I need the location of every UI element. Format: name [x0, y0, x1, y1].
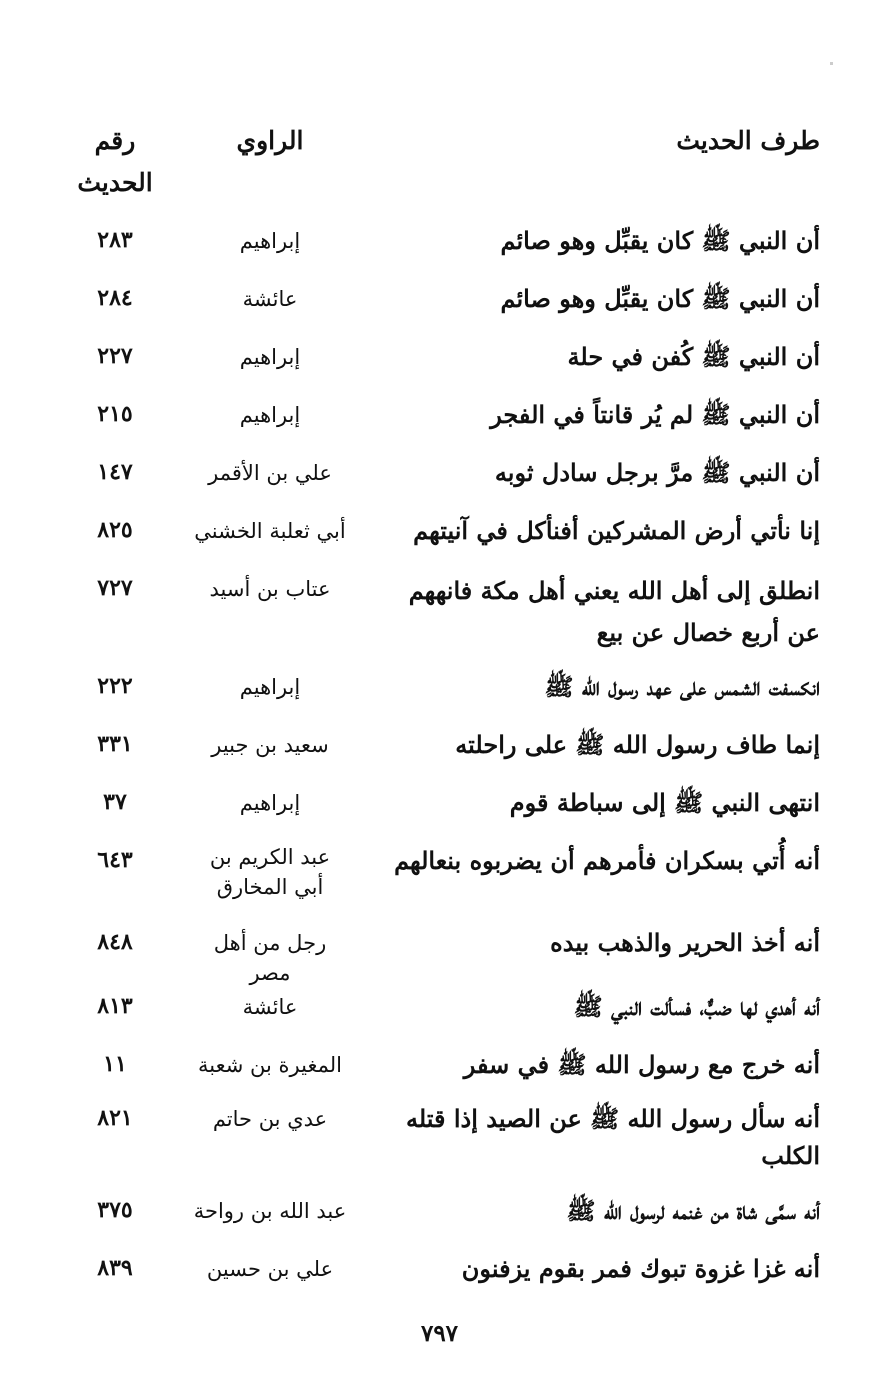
table-header	[60, 120, 820, 210]
rawi-cell: إبراهيم	[239, 791, 301, 815]
number-cell: ٣٣١	[97, 731, 133, 757]
hadith-cell: إنما طاف رسول الله ﷺ على راحلته	[455, 730, 820, 759]
hadith-cell: انكسفت الشمس على عهد رسول الله ﷺ	[544, 672, 820, 701]
rawi-cell: إبراهيم	[239, 675, 301, 699]
number-cell: ٨١٣	[97, 993, 133, 1019]
header-rawi: الراوي	[236, 126, 304, 155]
table-row	[60, 842, 820, 924]
number-cell: ١٤٧	[97, 459, 133, 485]
hadith-cell: أن النبي ﷺ كُفن في حلة	[567, 342, 820, 371]
table-row	[60, 988, 820, 1046]
table-row	[60, 668, 820, 726]
hadith-cell: إنا نأتي أرض المشركين أفنأكل في آنيتهم	[413, 516, 820, 545]
hadith-cell: أن النبي ﷺ لم يُر قانتاً في الفجر	[490, 400, 820, 429]
rawi-cell: عتاب بن أسيد	[209, 577, 331, 601]
table-row	[60, 338, 820, 396]
number-cell: ٢١٥	[97, 401, 133, 427]
hadith-cell: أنه خرج مع رسول الله ﷺ في سفر	[463, 1050, 820, 1079]
number-cell: ٨٢٥	[97, 517, 133, 543]
header-number	[60, 120, 170, 204]
number-cell: ٨٢١	[97, 1105, 133, 1131]
rawi-cell: علي بن الأقمر	[208, 461, 332, 485]
hadith-cell: أنه غزا غزوة تبوك فمر بقوم يزفنون	[461, 1254, 820, 1283]
number-cell: ٨٣٩	[97, 1255, 133, 1281]
header-number-line2: الحديث	[77, 168, 153, 197]
number-cell: ١١	[103, 1051, 127, 1077]
table-row	[60, 396, 820, 454]
table-row	[60, 222, 820, 280]
table-row	[60, 924, 820, 988]
hadith-cell: أنه سمَّى شاة من غنمه لرسول الله ﷺ	[566, 1196, 820, 1225]
table-row	[60, 512, 820, 570]
number-cell: ٢٨٤	[97, 285, 133, 311]
number-cell: ٢٢٧	[97, 343, 133, 369]
scan-mark	[830, 62, 833, 65]
table-row	[60, 784, 820, 842]
hadith-cell: أنه أُتي بسكران فأمرهم أن يضربوه بنعالهم	[394, 846, 820, 875]
rawi-cell: إبراهيم	[239, 403, 301, 427]
table-row	[60, 570, 820, 668]
table-row	[60, 1250, 820, 1308]
hadith-cell: أنه سأل رسول الله ﷺ عن الصيد إذا قتله الكلب	[405, 1104, 820, 1170]
number-cell: ٨٤٨	[97, 929, 133, 955]
number-cell: ٧٢٧	[97, 575, 133, 601]
number-cell: ٣٧٥	[97, 1197, 133, 1223]
number-cell: ٦٤٣	[97, 847, 133, 873]
hadith-index-table	[60, 222, 820, 1308]
table-row	[60, 1046, 820, 1100]
page-number: ٧٩٧	[420, 1320, 459, 1347]
hadith-cell: أن النبي ﷺ كان يقبِّل وهو صائم	[500, 284, 820, 313]
table-row	[60, 280, 820, 338]
number-cell: ٢٢٢	[97, 673, 133, 699]
table-row	[60, 1100, 820, 1192]
hadith-cell: انطلق إلى أهل الله يعني أهل مكة فانههم عن أربع خصال عن بيع	[408, 576, 820, 647]
hadith-cell: انتهى النبي ﷺ إلى سباطة قوم	[509, 788, 820, 817]
rawi-cell: علي بن حسين	[206, 1257, 334, 1281]
hadith-cell: أن النبي ﷺ مرَّ برجل سادل ثوبه	[494, 458, 820, 487]
header-number-line1: رقم	[94, 126, 136, 155]
table-row	[60, 454, 820, 512]
rawi-cell: عبد الله بن رواحة	[193, 1199, 347, 1223]
rawi-cell: إبراهيم	[239, 229, 301, 253]
hadith-cell: أنه أخذ الحرير والذهب بيده	[550, 928, 820, 957]
hadith-cell: أنه أهدي لها ضبٌّ، فسألت النبي ﷺ	[573, 992, 820, 1021]
rawi-cell: عدي بن حاتم	[212, 1107, 328, 1131]
rawi-cell: المغيرة بن شعبة	[198, 1053, 342, 1077]
rawi-cell: أبي ثعلبة الخشني	[194, 519, 346, 543]
table-row	[60, 1192, 820, 1250]
rawi-cell: سعيد بن جبير	[211, 733, 329, 757]
rawi-cell: عائشة	[242, 995, 298, 1019]
header-hadith: طرف الحديث	[676, 126, 820, 155]
number-cell: ٢٨٣	[97, 227, 133, 253]
rawi-cell: عبد الكريم بن أبي المخارق	[209, 845, 331, 899]
number-cell: ٣٧	[103, 789, 127, 815]
table-row	[60, 726, 820, 784]
rawi-cell: رجل من أهل مصر	[213, 931, 327, 985]
hadith-cell: أن النبي ﷺ كان يقبِّل وهو صائم	[500, 226, 820, 255]
rawi-cell: إبراهيم	[239, 345, 301, 369]
rawi-cell: عائشة	[242, 287, 298, 311]
